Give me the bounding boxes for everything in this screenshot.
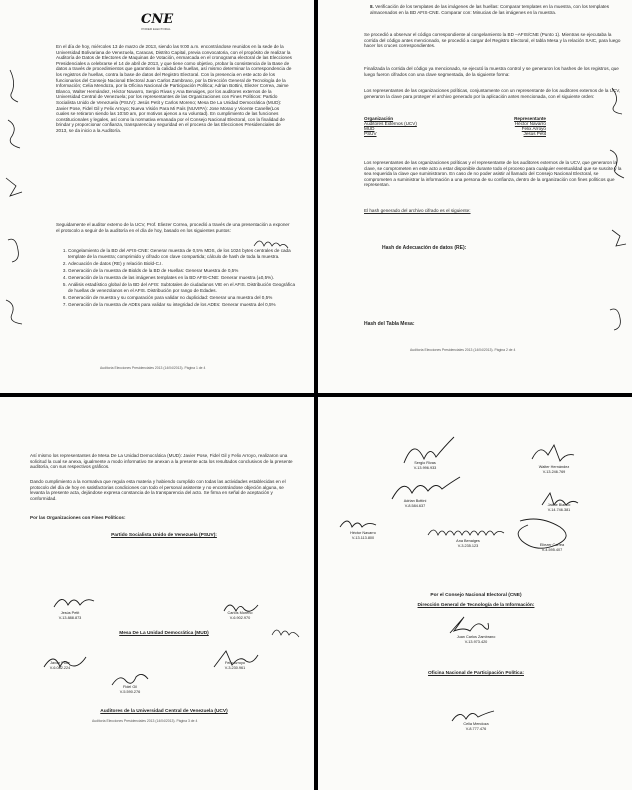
signer-id: V-8.584.637 bbox=[404, 503, 426, 508]
page-footer: Auditoría Elecciones Presidenciales 2013 (14/04/2013). Página 1 de 4 bbox=[100, 366, 206, 370]
signer-arroyo bbox=[205, 661, 265, 670]
cne-logo bbox=[141, 12, 174, 38]
signer-name: Javier Pose bbox=[50, 661, 70, 665]
protocol-item: 4. Generación de la muestra de las imágenes templates en la BD AFIS-CNE: Generar muestra (±0,5%). bbox=[68, 275, 300, 281]
hash-intro: El hash generado del archivo cifrado es el siguiente: bbox=[364, 208, 471, 213]
signer-name: Ana Benaiges bbox=[456, 539, 480, 543]
signer-id: V-4.595.407 bbox=[541, 547, 563, 552]
signer-moreno bbox=[210, 611, 270, 620]
document-page-4 bbox=[318, 397, 632, 790]
table-row bbox=[364, 131, 546, 136]
document-page-1 bbox=[0, 0, 314, 393]
commitment-paragraph: Los representantes de las organizaciones políticas y el representante de los auditores externos de la UCV, que generaron la clave, se comprometen en este acto a estar disponible durante todo el proceso para cualquier eventualidad que se suscite y la sea requerida la clave que suministraron. En caso de no poder asistir al llamado del Consejo Nacional Electoral, se comprometen a suministrar la información a una persona de su confianza, dentro de la organización con fines políticos que representan. bbox=[364, 160, 622, 188]
signer-name: Eliezer Correa bbox=[539, 543, 565, 547]
table-cell: MUD bbox=[364, 126, 375, 131]
protocol-list bbox=[56, 248, 300, 309]
protocol-item: 3. Generación de la muestra de Biolds de la BD de Huellas: Generar Muestra de 0,5% bbox=[68, 268, 300, 274]
signature-benaiges bbox=[424, 519, 520, 541]
mud-heading: Mesa De La Unidad Democrática (MUD) bbox=[119, 631, 209, 636]
ucv-heading: Auditores de la Universidad Central de Venezuela (UCV) bbox=[100, 709, 228, 714]
signer-id: V-3.230.961 bbox=[224, 665, 246, 670]
signer-id: V-13.113.800 bbox=[351, 535, 375, 540]
signer-id: V-13.246.769 bbox=[542, 469, 566, 474]
signer-name: Jaime Blanco bbox=[547, 503, 571, 507]
protocol-item: 1. Congelamiento de la BD del AFIS-CNE: Generar muestra de 0,5% MDS, de los 1024 bytes centrales de cada template de la muestra; comprimido y cifrado con clave compartida; cálculo de hash de toda la muestra. bbox=[68, 248, 300, 259]
signer-rivas bbox=[390, 461, 460, 470]
signer-name: Carlos Moreno bbox=[227, 611, 253, 615]
protocol-item: 6. Generación de muestra y su comparación para validar no duplicidad: Generar una muestra del 0,5% bbox=[68, 295, 300, 301]
closing-paragraph: Dando cumplimiento a la normativa que regula esta materia y habiendo cumplido con todas las actividades establecidas en el protocolo del día de hoy en satisfactorias condiciones con todo el personal asistente y no encontrándose objeción alguna, se levanta la presente acta, dejándose expresa constancia de la transparencia del acto. Se firma en señal de aceptación y conformidad. bbox=[30, 479, 286, 501]
signature-hernandez bbox=[528, 439, 580, 467]
signer-id: V-3.235.123 bbox=[457, 543, 479, 548]
signer-name: Celia Mendoza bbox=[463, 722, 489, 726]
signer-name: Walter Hernández bbox=[538, 465, 570, 469]
signer-petit bbox=[40, 611, 100, 620]
protocol-item: 5. Análisis estadístico global de la BD del AFIS: Subtotales de ciudadanos VIE en el AFIS. Distribución Geográfica de huellas de venezolanos en el AFIS. Distribución por rango de Edades. bbox=[68, 282, 300, 293]
margin-initials bbox=[606, 80, 630, 380]
table-cell: Jesús Petit bbox=[523, 131, 546, 136]
cne-logo-subtitle: PODER ELECTORAL bbox=[141, 27, 171, 31]
margin-initials bbox=[2, 60, 28, 360]
table-header-cell: Representante bbox=[514, 116, 546, 121]
signer-id: V-8.777.476 bbox=[465, 726, 487, 731]
cne-logo-mark: CNE bbox=[141, 12, 174, 27]
dgti-heading: Dirección General de Tecnología de la Información: bbox=[417, 603, 535, 608]
protocol-item-8-text: Verificación de los templates de las imágenes de las huellas: Comparar templates en la muestra, con los templates almacenados en la BD AFIS-CNE. Comparar con: Minucias de las imágenes en la muestra. bbox=[370, 4, 609, 15]
hash-paragraph: Finalizada la corrida del código ya mencionado, se ejecutó la muestra control y se generaron los hashes de los registros, que luego fueron cifrados con una clave segmentada, de la siguiente forma: bbox=[364, 66, 619, 77]
table-cell: Auditores Externos (UCV) bbox=[364, 121, 417, 126]
signer-name: Sergio Rivas bbox=[414, 461, 436, 465]
signer-id: V-13.973.420 bbox=[464, 639, 488, 644]
signer-id: V-14.746.381 bbox=[547, 507, 571, 512]
signer-benaiges bbox=[433, 539, 503, 548]
signer-name: Jesús Petit bbox=[60, 611, 80, 615]
hash-tabla-mesa-label: Hash del Tabla Mesa: bbox=[364, 321, 415, 327]
signature-petit bbox=[50, 591, 100, 613]
table-cell: Felix Arroyo bbox=[521, 126, 546, 131]
table-cell: PSUV bbox=[364, 131, 377, 136]
freeze-paragraph: Se procedió a observar el código correspondiente al congelamiento la BD –AFIS/CNE (Punto 1). Mientras se ejecutaba la corrida del código antes mencionado, se procedió a cargar del Registro Electoral, el tabla Mesa y la relación SAIC, para luego hacer los cruces correspondientes. bbox=[364, 32, 621, 49]
signer-navarro bbox=[328, 531, 398, 540]
signature-navarro bbox=[336, 513, 382, 533]
page-footer: Auditoría Elecciones Presidenciales 2013 (14/04/2013). Página 2 de 4 bbox=[410, 348, 516, 352]
cne-heading: Por el Consejo Nacional Electoral (CNE) bbox=[430, 593, 522, 598]
table-header-cell: Organización bbox=[364, 116, 394, 121]
page-initials bbox=[252, 236, 292, 250]
signer-correa bbox=[516, 543, 588, 552]
hash-adecuacion-label: Hash de Adecuación de datos (RE): bbox=[382, 245, 467, 251]
protocol-intro: Seguidamente el auditor externo de la UCV, Prof. Eliezer Correa, procedió a través de una presentación a exponer el protocolo a seguir de la auditoría en el día de hoy, basado en los siguientes puntos: bbox=[56, 222, 290, 233]
signer-name: Juan Carlos Zambrano bbox=[456, 635, 496, 639]
signer-id: V-6.082.224 bbox=[49, 665, 71, 670]
signer-name: Felix Arroyo bbox=[224, 661, 246, 665]
signer-zambrano bbox=[436, 635, 516, 644]
protocol-item: 7. Generación de la muestra de ADEs para validar su integridad de los ADEs: Generar muestra del 0,5% bbox=[68, 302, 300, 308]
signer-id: V-13.996.933 bbox=[413, 465, 437, 470]
table-cell: Héctor Navarro bbox=[514, 121, 546, 126]
mud-request-paragraph: Así mismo los representantes de Mesa De La Unidad Democrática (MUD): Javier Pose, Fidel Gil y Felix Arroyo, realizaron una solicitud la cual se anexa, igualmente a modo informativo Se anexan a la presente acta los resultados conclusivos de la presente auditoría, con sus respectivos gráficos. bbox=[30, 453, 293, 470]
signer-mendoza bbox=[436, 722, 516, 731]
signer-blanco bbox=[523, 503, 595, 512]
document-page-2 bbox=[318, 0, 632, 393]
page-footer: Auditoría Elecciones Presidenciales 2013 (14/04/2013). Página 3 de 4 bbox=[92, 719, 198, 723]
signer-pose bbox=[30, 661, 90, 670]
signer-hernandez bbox=[518, 465, 590, 474]
opening-paragraph: En el día de hoy, miércoles 13 de marzo de 2013, siendo las 9:00 a.m. encontrándose reunidos en la sede de la Universidad Bolivariana de Venezuela, Caracas, Distrito Capital, previa convocatoria, con el propósito de realizar la Auditoría de Datos de Electores de Maquinas de Votación, enmarcada en el cronograma electoral de las Elecciones Presidenciales a celebrarse el 14 de abril de 2013, y que tiene como objetivo, probar la consistencia de la Base de datos a través de procedimientos que garanticen la calidad de huellas, así mismo determinar la correspondencia de los registros de huellas, contra la base de datos del Registro Electoral. Con la presencia en este acto de los funcionarios del Consejo Nacional Electoral Juan Carlos Zambrano, por la Dirección General de Tecnología de la Información; Celia Mendoza, por la Oficina Nacional de Participación Política; Adrian Bottini, Eliezer Correa, Jaime Blanco, Walter Hernández, Héctor Navarro, Sergio Rivas y Ana Benaiges, por los auditores externos de la Universidad Central de Venezuela; por los representantes de las Organizaciones con Fines Políticos: Partido Socialista Unido de Venezuela (PSUV): Jesús Petit y Carlos Moreno; Mesa De La Unidad Democrática (MUD): Javier Pose, Fidel Gil y Felix Arroyo; Nueva Visión Para Mi País (NUVIPA): Jose Morao y Vicente Canelle(Los cuales se retiraron siendo las 10:50 am, por motivos ajenos a su voluntad). En cumplimiento de las funciones constitucionales y legales, así como la normativa emanada por el Consejo Nacional Electoral, con la finalidad de brindar y proporcionar confianza, transparencia y seguridad en el proceso de las Elecciones Presidenciales de 2013, se da inicio a la Auditoría. bbox=[56, 44, 292, 133]
signer-name: Adrian Bottini bbox=[403, 499, 427, 503]
signer-id: V-6.902.970 bbox=[229, 615, 251, 620]
psuv-heading: Partido Socialista Unido de Venezuela (PSUV): bbox=[111, 533, 217, 538]
protocol-item-8: 8. Verificación de los templates de las imágenes de las huellas: Comparar templates en la muestra, con los templates almacenados en la BD AFIS-CNE. Comparar con: Minucias de las imágenes en la muestra. bbox=[370, 4, 609, 15]
document-page-3 bbox=[0, 397, 314, 790]
signer-id: V-5.590.276 bbox=[119, 689, 141, 694]
organizations-heading: Por las Organizaciones con Fines Políticos: bbox=[30, 515, 126, 520]
signer-id: V-13.888.873 bbox=[58, 615, 82, 620]
onpp-heading: Oficina Nacional de Participación Política: bbox=[428, 671, 524, 676]
margin-initials bbox=[270, 625, 304, 639]
signer-name: Héctor Navarro bbox=[350, 531, 376, 535]
key-holders-table bbox=[364, 116, 546, 136]
signer-bottini bbox=[380, 499, 450, 508]
key-paragraph: Los representantes de las organizaciones políticas, conjuntamente con un representante de los auditores externos de la UCV, generaron la clave para proteger el archivo generado por la aplicación antes mencionada, con el siguiente orden: bbox=[364, 88, 621, 99]
signer-gil bbox=[100, 685, 160, 694]
protocol-item: 2. Adecuación de datos (RE) y relación Biold-C.I. bbox=[68, 261, 300, 267]
signer-name: Fidel Gil bbox=[123, 685, 137, 689]
